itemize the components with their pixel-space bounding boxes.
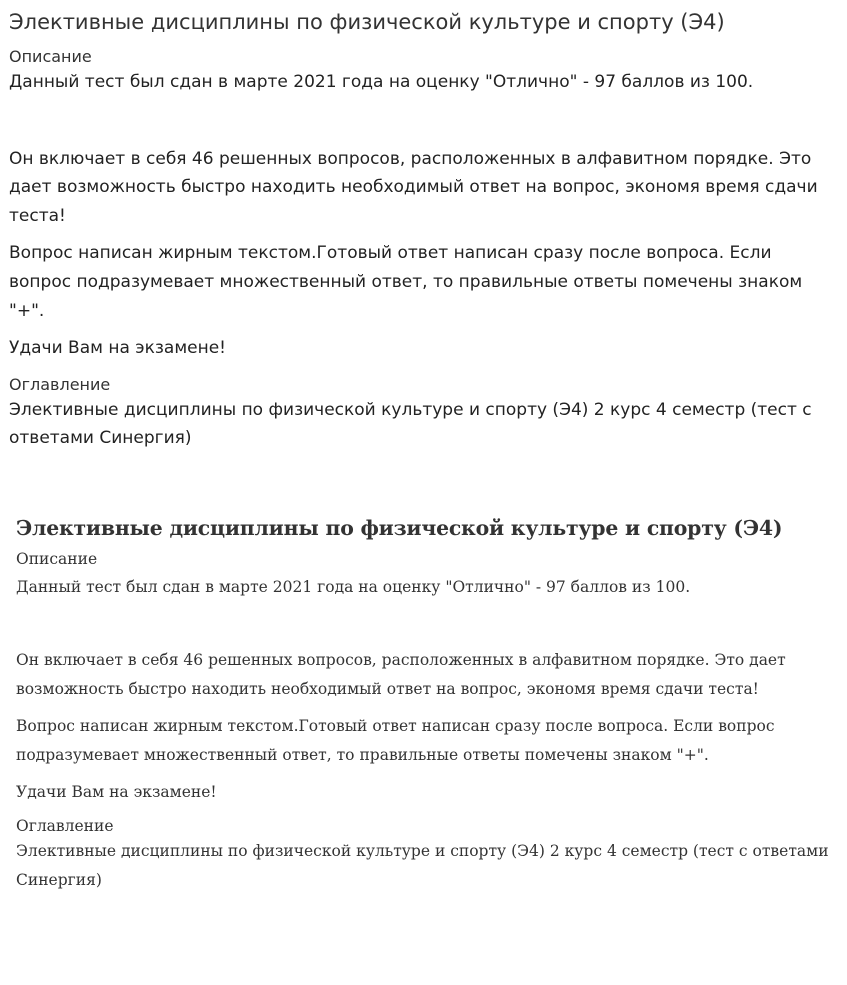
paragraph-good-luck: Удачи Вам на экзамене! xyxy=(9,338,226,359)
empty-line-serif xyxy=(16,601,833,646)
paragraph-format-serif: Вопрос написан жирным текстом.Готовый ответ написан сразу после вопроса. Если вопрос подразумевает множественный ответ, то правильные ответы помечены знаком "+". xyxy=(16,717,775,764)
product-description-sans xyxy=(0,0,847,453)
description-text: Данный тест был сдан в марте 2021 года на оценку "Отлично" - 97 баллов из 100. xyxy=(9,72,754,92)
toc-text: Элективные дисциплины по физической культуре и спорту (Э4) 2 курс 4 семестр (тест с ответами Синергия) xyxy=(9,399,812,449)
toc-text-serif: Элективные дисциплины по физической культуре и спорту (Э4) 2 курс 4 семестр (тест с ответами Синергия) xyxy=(16,842,829,889)
description-text-serif: Данный тест был сдан в марте 2021 года на оценку "Отлично" - 97 баллов из 100. xyxy=(16,578,691,596)
paragraph-good-luck-serif: Удачи Вам на экзамене! xyxy=(16,783,217,802)
page-title: Элективные дисциплины по физической культуре и спорту (Э4) xyxy=(9,10,725,34)
paragraph-contents-serif: Он включает в себя 46 решенных вопросов, расположенных в алфавитном порядке. Это дает возможность быстро находить необходимый ответ на вопрос, экономя время сдачи теста! xyxy=(16,651,786,698)
paragraph-contents: Он включает в себя 46 решенных вопросов, расположенных в алфавитном порядке. Это дает возможность быстро находить необходимый ответ на вопрос, экономя время сдачи теста! xyxy=(9,148,818,226)
description-label: Описание xyxy=(9,47,92,66)
description-label-serif: Описание xyxy=(16,550,98,568)
product-description-serif xyxy=(0,507,847,894)
page-title-serif: Элективные дисциплины по физической культуре и спорту (Э4) xyxy=(16,516,783,540)
empty-line xyxy=(9,97,835,145)
toc-label-serif: Оглавление xyxy=(16,817,114,836)
paragraph-format: Вопрос написан жирным текстом.Готовый ответ написан сразу после вопроса. Если вопрос подразумевает множественный ответ, то правильные ответы помечены знаком "+". xyxy=(9,243,803,321)
toc-label: Оглавление xyxy=(9,374,111,394)
